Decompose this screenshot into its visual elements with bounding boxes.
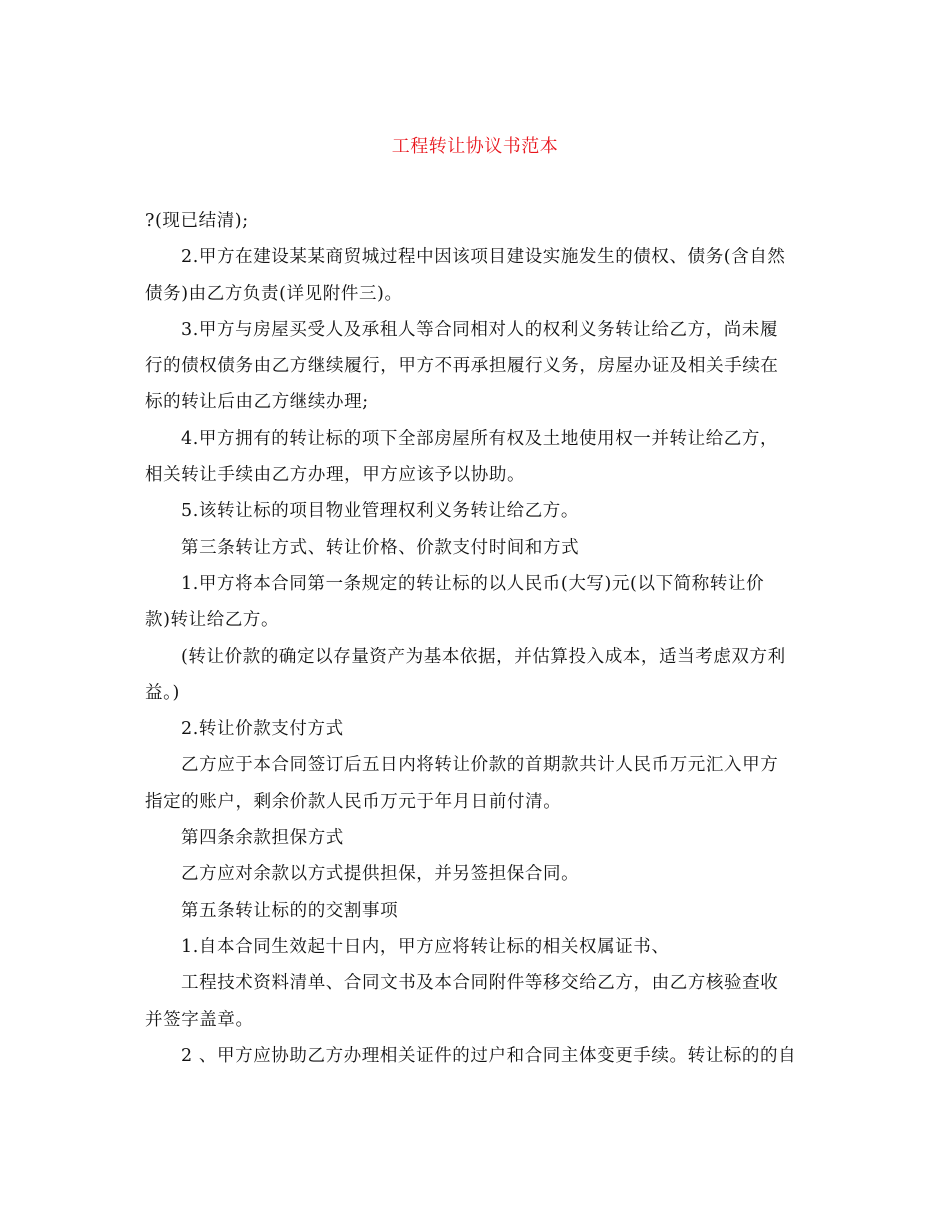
paragraph-line: 工程技术资料清单、合同文书及本合同附件等移交给乙方，由乙方核验查收 (181, 973, 779, 994)
paragraph-line: 相关转让手续由乙方办理，甲方应该予以协助。 (145, 465, 526, 486)
paragraph-line: (转让价款的确定以存量资产为基本依据，并估算投入成本，适当考虑双方利 (181, 646, 786, 667)
document-title: 工程转让协议书范本 (391, 136, 559, 157)
paragraph-line: 行的债权债务由乙方继续履行，甲方不再承担履行义务，房屋办证及相关手续在 (145, 356, 779, 377)
paragraph-line: 2.甲方在建设某某商贸城过程中因该项目建设实施发生的债权、债务(含自然 (181, 247, 786, 268)
paragraph-line: 指定的账户，剩余价款人民币万元于年月日前付清。 (145, 791, 562, 812)
paragraph-line: 债务)由乙方负责(详见附件三)。 (145, 283, 403, 304)
paragraph-line: 款)转让给乙方。 (145, 610, 280, 631)
paragraph-line: 益。) (145, 682, 180, 703)
paragraph-line: 3.甲方与房屋买受人及承租人等合同相对人的权利义务转让给乙方，尚未履 (181, 319, 779, 340)
paragraph-line: 1.自本合同生效起十日内，甲方应将转让标的相关权属证书、 (181, 936, 670, 957)
paragraph-line: 第四条余款担保方式 (181, 828, 344, 849)
document-body (145, 203, 810, 1074)
paragraph-line: 第三条转让方式、转让价格、价款支付时间和方式 (181, 537, 580, 558)
paragraph-line: 2 、甲方应协助乙方办理相关证件的过户和合同主体变更手续。转让标的的自 (181, 1045, 797, 1066)
paragraph-line: ?(现已结清); (145, 211, 249, 231)
paragraph-line: 乙方应对余款以方式提供担保，并另签担保合同。 (181, 864, 580, 885)
paragraph-line: 标的转让后由乙方继续办理; (145, 392, 369, 413)
paragraph-line: 并签字盖章。 (145, 1009, 254, 1030)
paragraph-line: 2.转让价款支付方式 (181, 719, 344, 740)
paragraph-line: 4.甲方拥有的转让标的项下全部房屋所有权及土地使用权一并转让给乙方， (181, 428, 779, 449)
paragraph-line: 5.该转让标的项目物业管理权利义务转让给乙方。 (181, 501, 579, 522)
paragraph-line: 1.甲方将本合同第一条规定的转让标的以人民币(大写)元(以下简称转让价 (181, 573, 765, 594)
paragraph-line: 乙方应于本合同签订后五日内将转让价款的首期款共计人民币万元汇入甲方 (181, 755, 779, 776)
paragraph-line: 第五条转让标的的交割事项 (181, 900, 399, 921)
